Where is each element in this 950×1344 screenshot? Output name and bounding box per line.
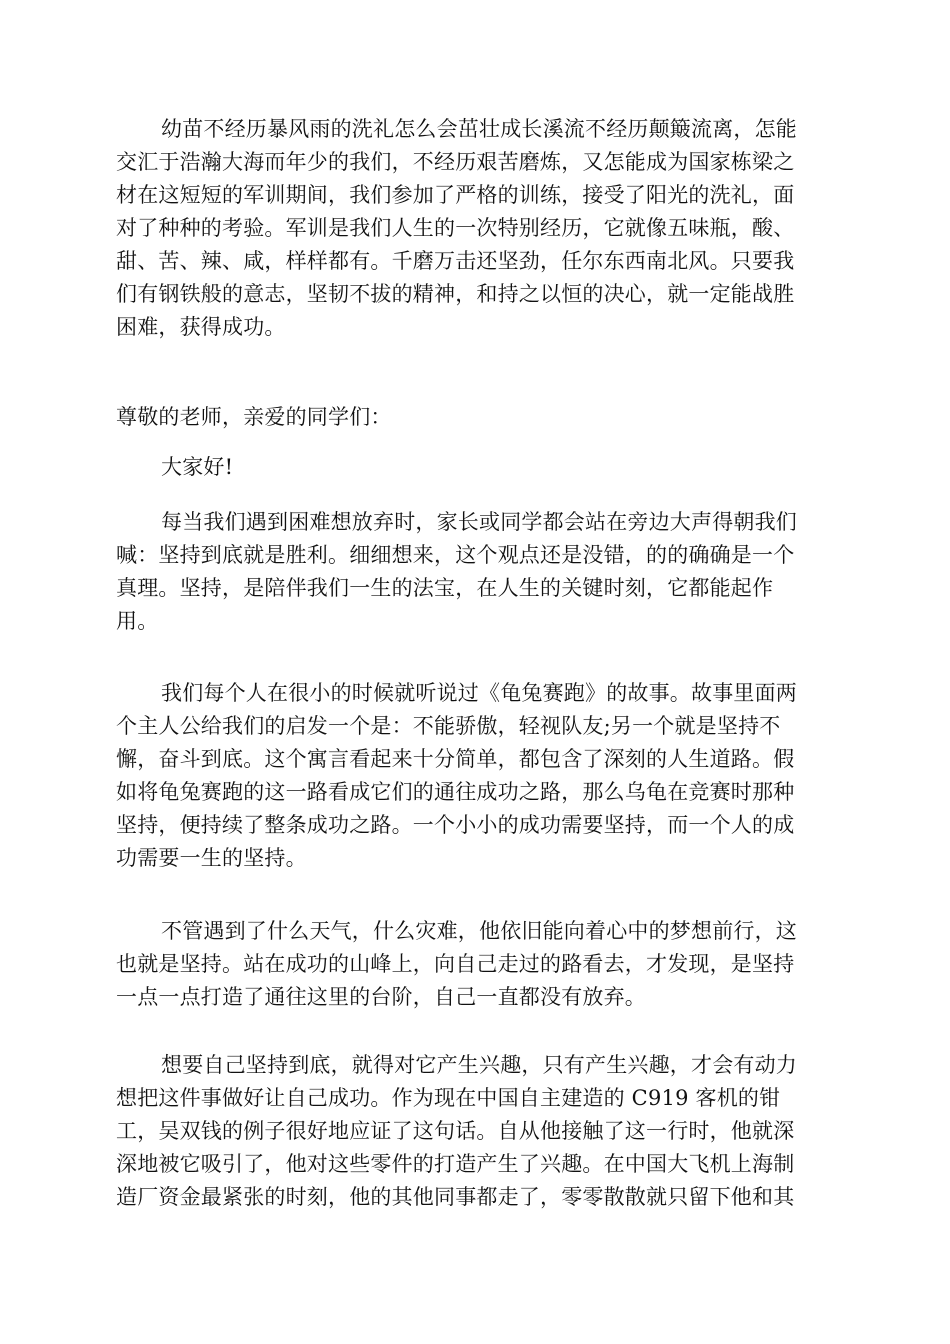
- paragraph-persistence-intro: [116, 506, 836, 638]
- text-line: 工，吴双钱的例子很好地应证了这句话。自从他接触了这一行时，他就深: [116, 1119, 795, 1143]
- text-line: 真理。坚持，是陪伴我们一生的法宝，在人生的关键时刻，它都能起作: [116, 576, 774, 600]
- text-line: 坚持，便持续了整条成功之路。一个小小的成功需要坚持，而一个人的成: [116, 813, 795, 837]
- text-line: 一点一点打造了通往这里的台阶，自己一直都没有放弃。: [116, 985, 646, 1009]
- text-line: 深地被它吸引了，他对这些零件的打造产生了兴趣。在中国大飞机上海制: [116, 1152, 795, 1176]
- text-line: 幼苗不经历暴风雨的洗礼怎么会茁壮成长溪流不经历颠簸流离，怎能: [161, 117, 797, 141]
- paragraph-military-training: [116, 113, 836, 344]
- paragraph-interest: [116, 1049, 836, 1214]
- text-line: 我们每个人在很小的时候就听说过《龟兔赛跑》的故事。故事里面两: [161, 681, 797, 705]
- salutation: [116, 401, 836, 434]
- text-line: 交汇于浩瀚大海而年少的我们，不经历艰苦磨炼，又怎能成为国家栋梁之: [116, 150, 795, 174]
- paragraph-weather: [116, 915, 836, 1014]
- text-line: 不管遇到了什么天气，什么灾难，他依旧能向着心中的梦想前行，这: [161, 919, 797, 943]
- greeting: [116, 451, 836, 484]
- text-line: 困难，获得成功。: [116, 315, 286, 339]
- text-line: 喊：坚持到底就是胜利。细细想来，这个观点还是没错，的的确确是一个: [116, 543, 795, 567]
- text-line: 们有钢铁般的意志，坚韧不拔的精神，和持之以恒的决心，就一定能战胜: [116, 282, 795, 306]
- paragraph-tortoise-hare: [116, 677, 836, 875]
- text-line: 甜、苦、辣、咸，样样都有。千磨万击还坚劲，任尔东西南北风。只要我: [116, 249, 795, 273]
- text-line: 懈，奋斗到底。这个寓言看起来十分简单，都包含了深刻的人生道路。假: [116, 747, 795, 771]
- text-line: 个主人公给我们的启发一个是：不能骄傲，轻视队友;另一个就是坚持不: [116, 714, 781, 738]
- text-line: 对了种种的考验。军训是我们人生的一次特别经历，它就像五味瓶，酸、: [116, 216, 795, 240]
- text-line: 功需要一生的坚持。: [116, 846, 307, 870]
- text-line: 用。: [116, 609, 159, 633]
- text-line: 每当我们遇到困难想放弃时，家长或同学都会站在旁边大声得朝我们: [161, 510, 797, 534]
- text-line: 想把这件事做好让自己成功。作为现在中国自主建造的 C919 客机的钳: [116, 1086, 781, 1110]
- text-line: 想要自己坚持到底，就得对它产生兴趣，只有产生兴趣，才会有动力: [161, 1053, 797, 1077]
- text-line: 造厂资金最紧张的时刻，他的其他同事都走了，零零散散就只留下他和其: [116, 1185, 795, 1209]
- text-line: 尊敬的老师，亲爱的同学们：: [116, 405, 392, 429]
- text-line: 也就是坚持。站在成功的山峰上，向自己走过的路看去，才发现，是坚持: [116, 952, 795, 976]
- text-line: 材在这短短的军训期间，我们参加了严格的训练，接受了阳光的洗礼，面: [116, 183, 795, 207]
- text-line: 大家好!: [161, 455, 234, 479]
- text-line: 如将龟兔赛跑的这一路看成它们的通往成功之路，那么乌龟在竞赛时那种: [116, 780, 795, 804]
